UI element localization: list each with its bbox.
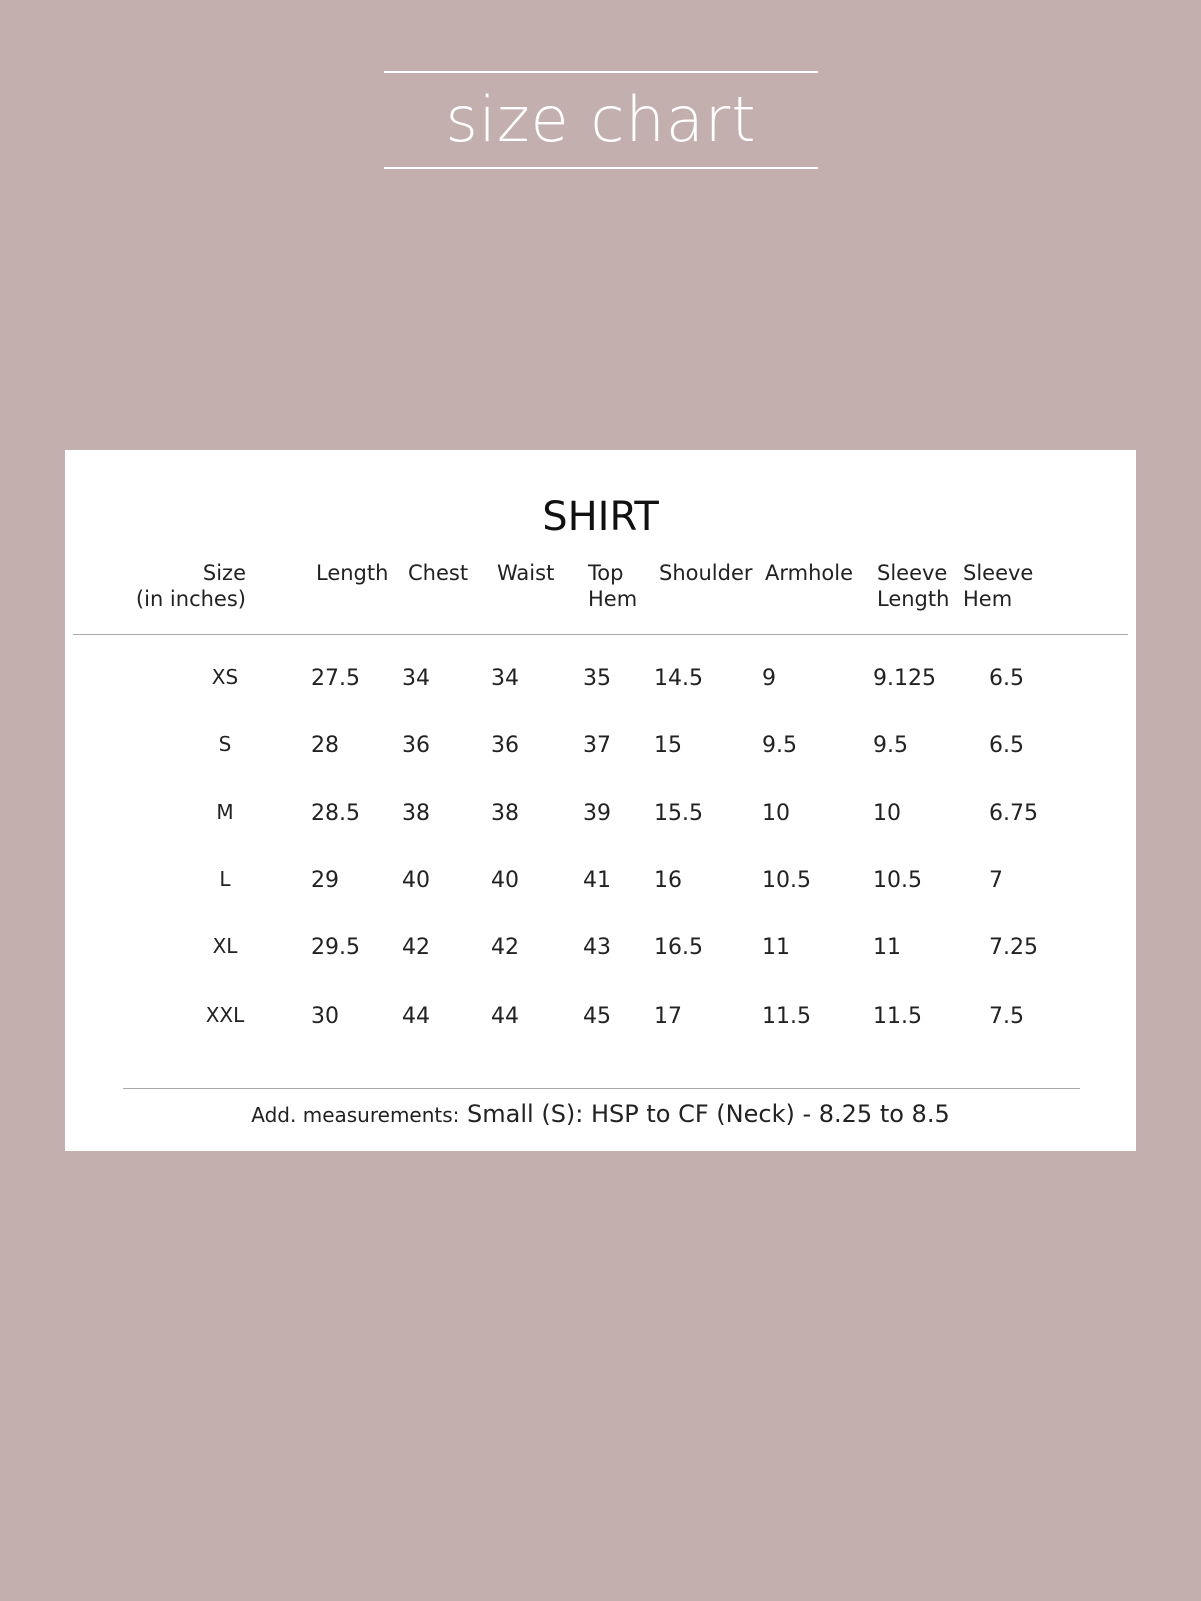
cell-top-hem: 39 [583, 801, 611, 826]
footnote-label: Add. measurements: [251, 1103, 460, 1127]
title-bottom-rule [384, 167, 818, 169]
footnote-text: Small (S): HSP to CF (Neck) - 8.25 to 8.5 [467, 1100, 950, 1128]
column-header-size: Size (in inches) [135, 561, 246, 611]
title-top-rule [384, 71, 818, 73]
cell-sleeve-hem: 7 [989, 868, 1003, 893]
cell-shoulder: 15.5 [654, 801, 703, 826]
cell-shoulder: 16.5 [654, 935, 703, 960]
cell-length: 27.5 [311, 666, 360, 691]
column-header-shoulder: Shoulder [659, 561, 753, 585]
cell-top-hem: 41 [583, 868, 611, 893]
cell-sleeve-hem: 6.75 [989, 801, 1038, 826]
size-label: XS [211, 665, 239, 689]
cell-armhole: 11.5 [762, 1004, 811, 1029]
cell-length: 29 [311, 868, 339, 893]
header-divider [73, 634, 1128, 635]
cell-sleeve-hem: 7.25 [989, 935, 1038, 960]
cell-armhole: 10 [762, 801, 790, 826]
cell-chest: 40 [402, 868, 430, 893]
cell-top-hem: 45 [583, 1004, 611, 1029]
cell-sleeve-hem: 6.5 [989, 666, 1024, 691]
cell-armhole: 11 [762, 935, 790, 960]
cell-sleeve-length: 9.125 [873, 666, 936, 691]
size-chart-card [65, 450, 1136, 1151]
cell-length: 29.5 [311, 935, 360, 960]
size-label: XL [212, 934, 238, 958]
size-label: M [216, 800, 234, 824]
cell-waist: 34 [491, 666, 519, 691]
cell-chest: 38 [402, 801, 430, 826]
cell-length: 30 [311, 1004, 339, 1029]
cell-top-hem: 43 [583, 935, 611, 960]
cell-sleeve-length: 10 [873, 801, 901, 826]
cell-chest: 44 [402, 1004, 430, 1029]
cell-length: 28 [311, 733, 339, 758]
cell-length: 28.5 [311, 801, 360, 826]
column-header-sleeve-hem: Sleeve Hem [963, 561, 1034, 611]
cell-waist: 40 [491, 868, 519, 893]
cell-chest: 36 [402, 733, 430, 758]
page-title: size chart [445, 83, 757, 156]
column-header-chest: Chest [408, 561, 469, 585]
cell-sleeve-length: 11.5 [873, 1004, 922, 1029]
cell-shoulder: 14.5 [654, 666, 703, 691]
cell-shoulder: 17 [654, 1004, 682, 1029]
cell-waist: 38 [491, 801, 519, 826]
cell-sleeve-length: 11 [873, 935, 901, 960]
cell-sleeve-length: 10.5 [873, 868, 922, 893]
cell-sleeve-hem: 7.5 [989, 1004, 1024, 1029]
cell-shoulder: 15 [654, 733, 682, 758]
cell-waist: 44 [491, 1004, 519, 1029]
column-header-armhole: Armhole [765, 561, 853, 585]
cell-armhole: 10.5 [762, 868, 811, 893]
cell-top-hem: 35 [583, 666, 611, 691]
column-header-length: Length [316, 561, 389, 585]
column-header-sleeve-length: Sleeve Length [877, 561, 950, 611]
size-label: L [219, 867, 231, 891]
footer-divider [123, 1088, 1080, 1089]
cell-armhole: 9 [762, 666, 776, 691]
cell-shoulder: 16 [654, 868, 682, 893]
cell-waist: 36 [491, 733, 519, 758]
cell-waist: 42 [491, 935, 519, 960]
column-header-top-hem: Top Hem [588, 561, 638, 611]
cell-sleeve-hem: 6.5 [989, 733, 1024, 758]
additional-measurements-note [65, 1098, 1136, 1131]
column-header-waist: Waist [497, 561, 555, 585]
table-title: SHIRT [542, 494, 659, 540]
cell-sleeve-length: 9.5 [873, 733, 908, 758]
size-label: XXL [205, 1003, 245, 1027]
size-label: S [218, 732, 232, 756]
cell-top-hem: 37 [583, 733, 611, 758]
cell-armhole: 9.5 [762, 733, 797, 758]
cell-chest: 34 [402, 666, 430, 691]
cell-chest: 42 [402, 935, 430, 960]
